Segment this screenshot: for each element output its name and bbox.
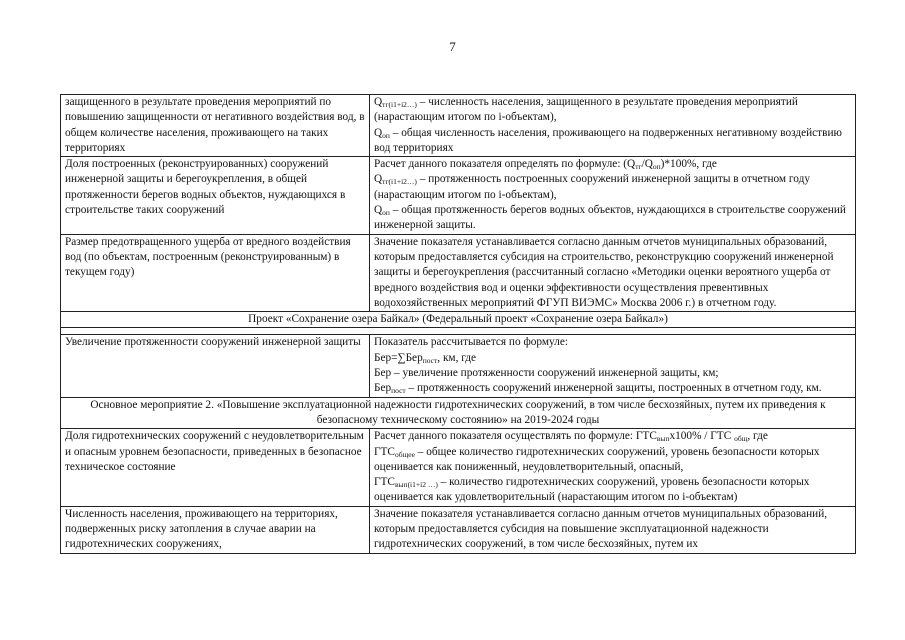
indicator-name-cell: Численность населения, проживающего на территориях, подверженных риску затопления в случае аварии на гидротехнических сооружениях, — [61, 506, 370, 553]
formula-line: Бер$_{пост}$ – протяженность сооружений инженерной защиты, построенных в отчетном году, км. — [374, 382, 822, 396]
table-row — [61, 234, 856, 311]
formula-line: $ГТС_{вып(i1+i2 \dots)}$ – количество гидротехнических сооружений, уровень безопасности которых оценивается как удовлетворительный (нарастающим итогом по i-объектам) — [374, 476, 810, 504]
table-row — [61, 429, 856, 506]
spacer-row — [61, 328, 856, 335]
formula-line: $Q_{тг(i1+i2\dots)}$ – численность населения, защищенного в результате проведения мероприятий (нарастающим итогом по i-объектам), — [374, 96, 798, 124]
indicator-method-cell: Значение показателя устанавливается согласно данным отчетов муниципальных образований, которым предоставляется субсидия на строительство, реконструкцию сооружений инженерной защиты и берегоукрепления (рассчитанный согласно «Методики оценки вероятного ущерба от вредного воздействия вод и оценки эффективности осуществления превентивных водохозяйственных мероприятий ФГУП ВИЭМС» Москва 2006 г.) в отчетном году. — [370, 234, 856, 311]
indicator-name-cell: Доля гидротехнических сооружений с неудовлетворительным и опасным уровнем безопасности, приведенных в безопасное техническое состояние — [61, 429, 370, 506]
indicator-name-cell: защищенного в результате проведения мероприятий по повышению защищенности от негативного воздействия вод, в общем количестве населения, проживающего на таких территориях — [61, 95, 370, 157]
table-row — [61, 157, 856, 234]
indicator-method-cell — [370, 95, 856, 157]
page-number: 7 — [449, 39, 456, 54]
formula-line: $Q_{оп}$ – общая численность населения, проживающего на подверженных негативному воздействию вод территориях — [374, 126, 842, 154]
indicator-name-cell: Увеличение протяженности сооружений инженерной защиты — [61, 335, 370, 397]
table-row — [61, 506, 856, 553]
section-title-baikal: Проект «Сохранение озера Байкал» (Федеральный проект «Сохранение озера Байкал») — [61, 312, 856, 328]
indicator-method-cell — [370, 335, 856, 397]
section-title-main-measure-2: Основное мероприятие 2. «Повышение эксплуатационной надежности гидротехнических сооружений, в том числе бесхозяйных, путем их приведения к безопасному техническому состоянию» на 2019-2024 годы — [61, 397, 856, 429]
table-row — [61, 335, 856, 397]
indicator-name-cell: Размер предотвращенного ущерба от вредного воздействия вод (по объектам, построенным (реконструированным) в текущем году) — [61, 234, 370, 311]
indicators-table — [60, 94, 856, 554]
formula-line: Расчет данного показателя осуществлять по формуле: $ГТС_{вып}х100\%$ / ГТС $_{общ}$, где — [374, 430, 768, 444]
formula-line: $Q_{оп}$ – общая протяженность берегов водных объектов, нуждающихся в строительстве сооружений инженерной защиты. — [374, 204, 846, 232]
section-row — [61, 397, 856, 429]
section-row — [61, 312, 856, 328]
formula-line: $Q_{тг(i1+i2\dots)}$ – протяженность построенных сооружений инженерной защиты в отчетном году (нарастающим итогом по i-объектам), — [374, 173, 810, 201]
indicator-name-cell: Доля построенных (реконструированных) сооружений инженерной защиты и берегоукрепления, в общей протяженности берегов водных объектов, нуждающихся в строительстве таких сооружений — [61, 157, 370, 234]
table-row — [61, 95, 856, 157]
indicator-method-cell — [370, 429, 856, 506]
formula-line: Бер=∑Бер$_{пост}$, км, где — [374, 351, 477, 365]
indicator-method-cell: Значение показателя устанавливается согласно данным отчетов муниципальных образований, которым предоставляется субсидия на повышение эксплуатационной надежности гидротехнических сооружений, в том числе бесхозяйных, путем их — [370, 506, 856, 553]
formula-line: Бер – увеличение протяженности сооружений инженерной защиты, км; — [374, 367, 719, 380]
formula-line: $ГТС_{общее}$ – общее количество гидротехнических сооружений, уровень безопасности которых оценивается как пониженный, неудовлетворительный, опасный, — [374, 445, 820, 473]
indicator-method-cell — [370, 157, 856, 234]
page-bottom-margin — [0, 582, 905, 640]
formula-line: Показатель рассчитывается по формуле: — [374, 336, 568, 349]
formula-line: Расчет данного показателя определять по формуле: $(Q_{тг}/Q_{оп})*100\%$, где — [374, 158, 717, 172]
